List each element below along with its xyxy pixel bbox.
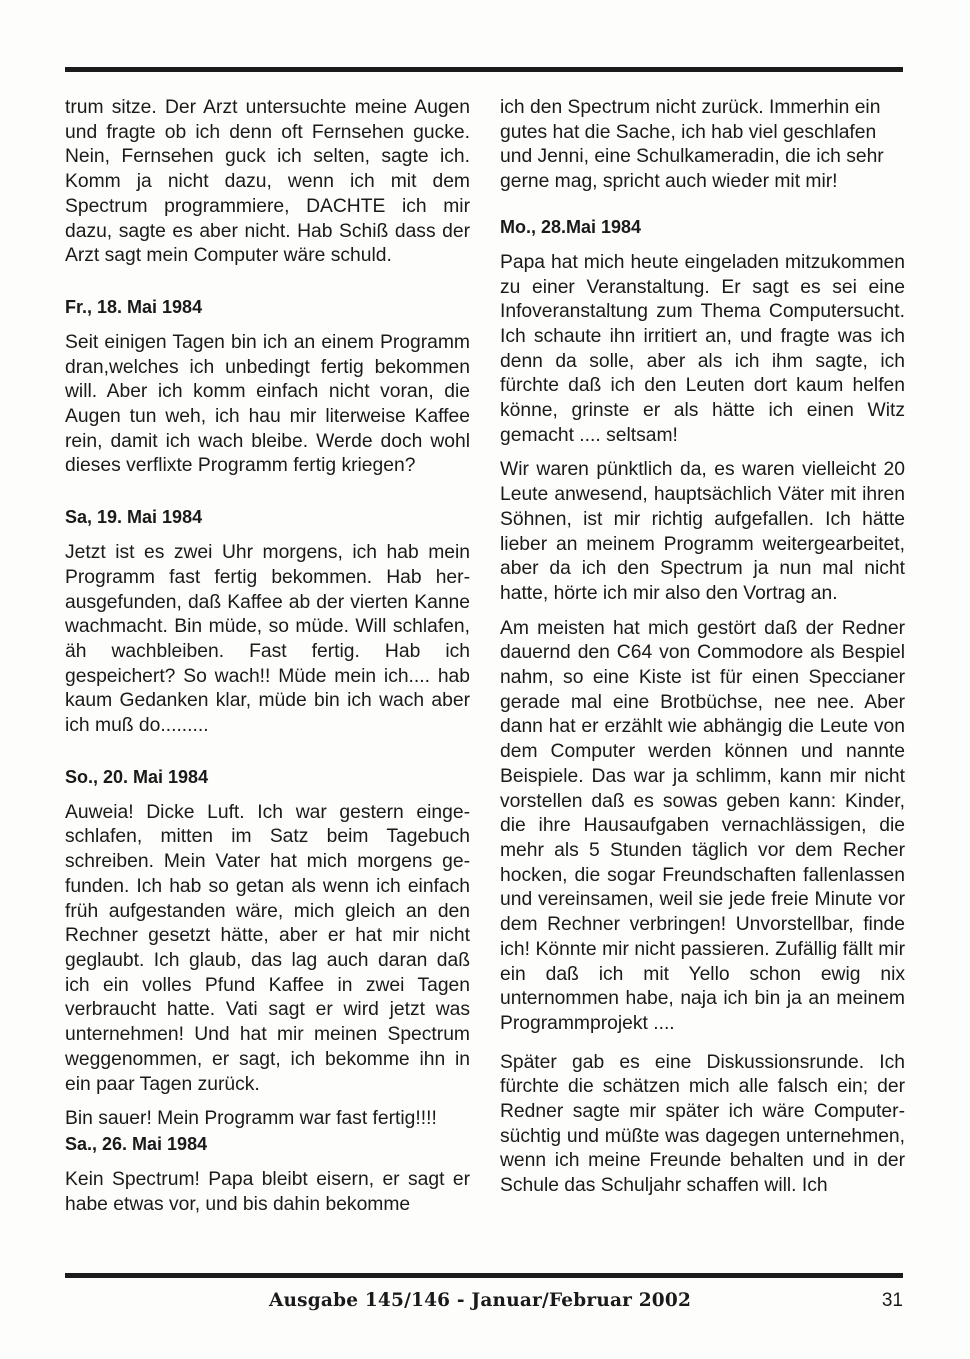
- right-column: [500, 96, 905, 1209]
- diary-paragraph: Jetzt ist es zwei Uhr morgens, ich hab mein Programm fast fertig bekommen. Hab herausgefunden, daß Kaffee ab der vierten Kanne wachmacht. Bin müde, so müde. Will schlafen, äh wachbleiben. Fast fertig. Hab ich gespeichert? So wach!! Müde mein ich.... hab kaum Gedanken klar, müde bin ich wach aber ich muß do.........: [65, 542, 470, 737]
- diary-date-heading: Mo., 28.Mai 1984: [500, 216, 642, 237]
- continued-paragraph: ich den Spectrum nicht zurück. Immerhin ein gutes hat die Sache, ich hab viel geschlafen und Jenni, eine Schulkameradin, die ich sehr gerne mag, spricht auch wieder mit mir!: [500, 97, 884, 193]
- top-rule: [65, 67, 903, 72]
- diary-date-heading: Sa., 26. Mai 1984: [65, 1133, 208, 1154]
- bottom-rule: [65, 1273, 903, 1278]
- continued-paragraph: trum sitze. Der Arzt untersuchte meine Augen und fragte ob ich denn oft Fernsehen gucke. Nein, Fernsehen guck ich selten, sagte ich. Komm ja nicht dazu, wenn ich mit dem Spectrum programmiere, DACHTE ich mir dazu, sagte es aber nicht. Hab Schiß dass der Arzt sagt mein Computer wäre schuld.: [65, 97, 470, 267]
- diary-paragraph: Bin sauer! Mein Programm war fast fertig!!!!: [65, 1108, 437, 1130]
- page-number: 31: [881, 1290, 903, 1311]
- issue-footer: Ausgabe 145/146 - Januar/Februar 2002: [268, 1290, 692, 1311]
- diary-paragraph: Am meisten hat mich gestört daß der Redner dauernd den C64 von Commodore als Bespiel nahm, so eine Kiste ist für einen Speccianer gerade mal eine Brotbüchse, nee nee. Aber dann hat er erzählt wie abhängig die Leute von dem Computer werden können und nannte Beispiele. Das war ja schlimm, kann mir nicht vorstellen daß es sowas geben kann: Kinder, die ihre Hausaufgaben vernachlässigen, die mehr als 5 Stunden täglich vor dem Recher hocken, die sogar Freundschaften fallenlassen und vereinsamen, weil sie jede freie Minute vor dem Rechner verbringen! Unvorstellbar, finde ich! Könnte mir nicht passieren. Zufällig fällt mir ein daß ich mit Yello schon ewig nix unternommen habe, naja ich bin ja an meinem Programmprojekt ....: [500, 617, 905, 1034]
- diary-paragraph: Papa hat mich heute eingeladen mitzukommen zu einer Veranstaltung. Er sagt es sei eine Infoveranstaltung zum Thema Computersucht. Ich schaute ihn irritiert an, und fragte was ich denn da solle, aber als ich ihm sagte, ich fürchte daß ich den Leuten dort kaum helfen könne, grinste er als hätte ich einen Witz gemacht .... seltsam!: [500, 251, 905, 446]
- diary-paragraph: Kein Spectrum! Papa bleibt eisern, er sagt er habe etwas vor, und bis dahin bekomme: [65, 1168, 470, 1215]
- diary-date-heading: Fr., 18. Mai 1984: [65, 296, 203, 317]
- diary-paragraph: Wir waren pünktlich da, es waren vielleicht 20 Leute anwesend, hauptsächlich Väter mit ihren Söhnen, ist mir richtig aufgefallen. Ich hätte lieber an meinem Programm weitergearbeitet, aber da ich den Spectrum ja nun mal nicht hatte, hörte ich mir also den Vortrag an.: [500, 459, 905, 604]
- diary-paragraph: Auweia! Dicke Luft. Ich war gestern eingeschlafen, mitten im Satz beim Tagebuch schreiben. Mein Vater hat mich morgens gefunden. Ich hab so getan als wenn ich einfach früh aufgestanden wäre, mich gleich an den Rechner gesetzt hätte, aber er hat mir nicht geglaubt. Ich glaub, das lag auch daran daß ich ein volles Pfund Kaffee in zwei Tagen verbraucht hatte. Vati sagt er wird jetzt was unternehmen! Und hat mir meinen Spectrum weggenommen, er sagt, ich bekomme ihn in ein paar Tagen zurück.: [65, 801, 470, 1095]
- diary-paragraph: Seit einigen Tagen bin ich an einem Programm dran,welches ich unbedingt fertig bekommen will. Aber ich komm einfach nicht voran, die Augen tun weh, ich hau mir literweise Kaffee rein, damit ich wach bleibe. Werde doch wohl dieses verflixte Programm fertig kriegen?: [65, 331, 470, 477]
- diary-paragraph: Später gab es eine Diskussionsrunde. Ich fürchte die schätzen mich alle falsch ein; der Redner sagte mir später ich wäre Computersüchtig und müßte was dagegen unternehmen, wenn ich meine Freunde behalten und in der Schule das Schuljahr schaffen will. Ich: [500, 1051, 905, 1197]
- diary-date-heading: Sa, 19. Mai 1984: [65, 507, 203, 528]
- diary-date-heading: So., 20. Mai 1984: [65, 766, 209, 787]
- left-column: [65, 96, 470, 1227]
